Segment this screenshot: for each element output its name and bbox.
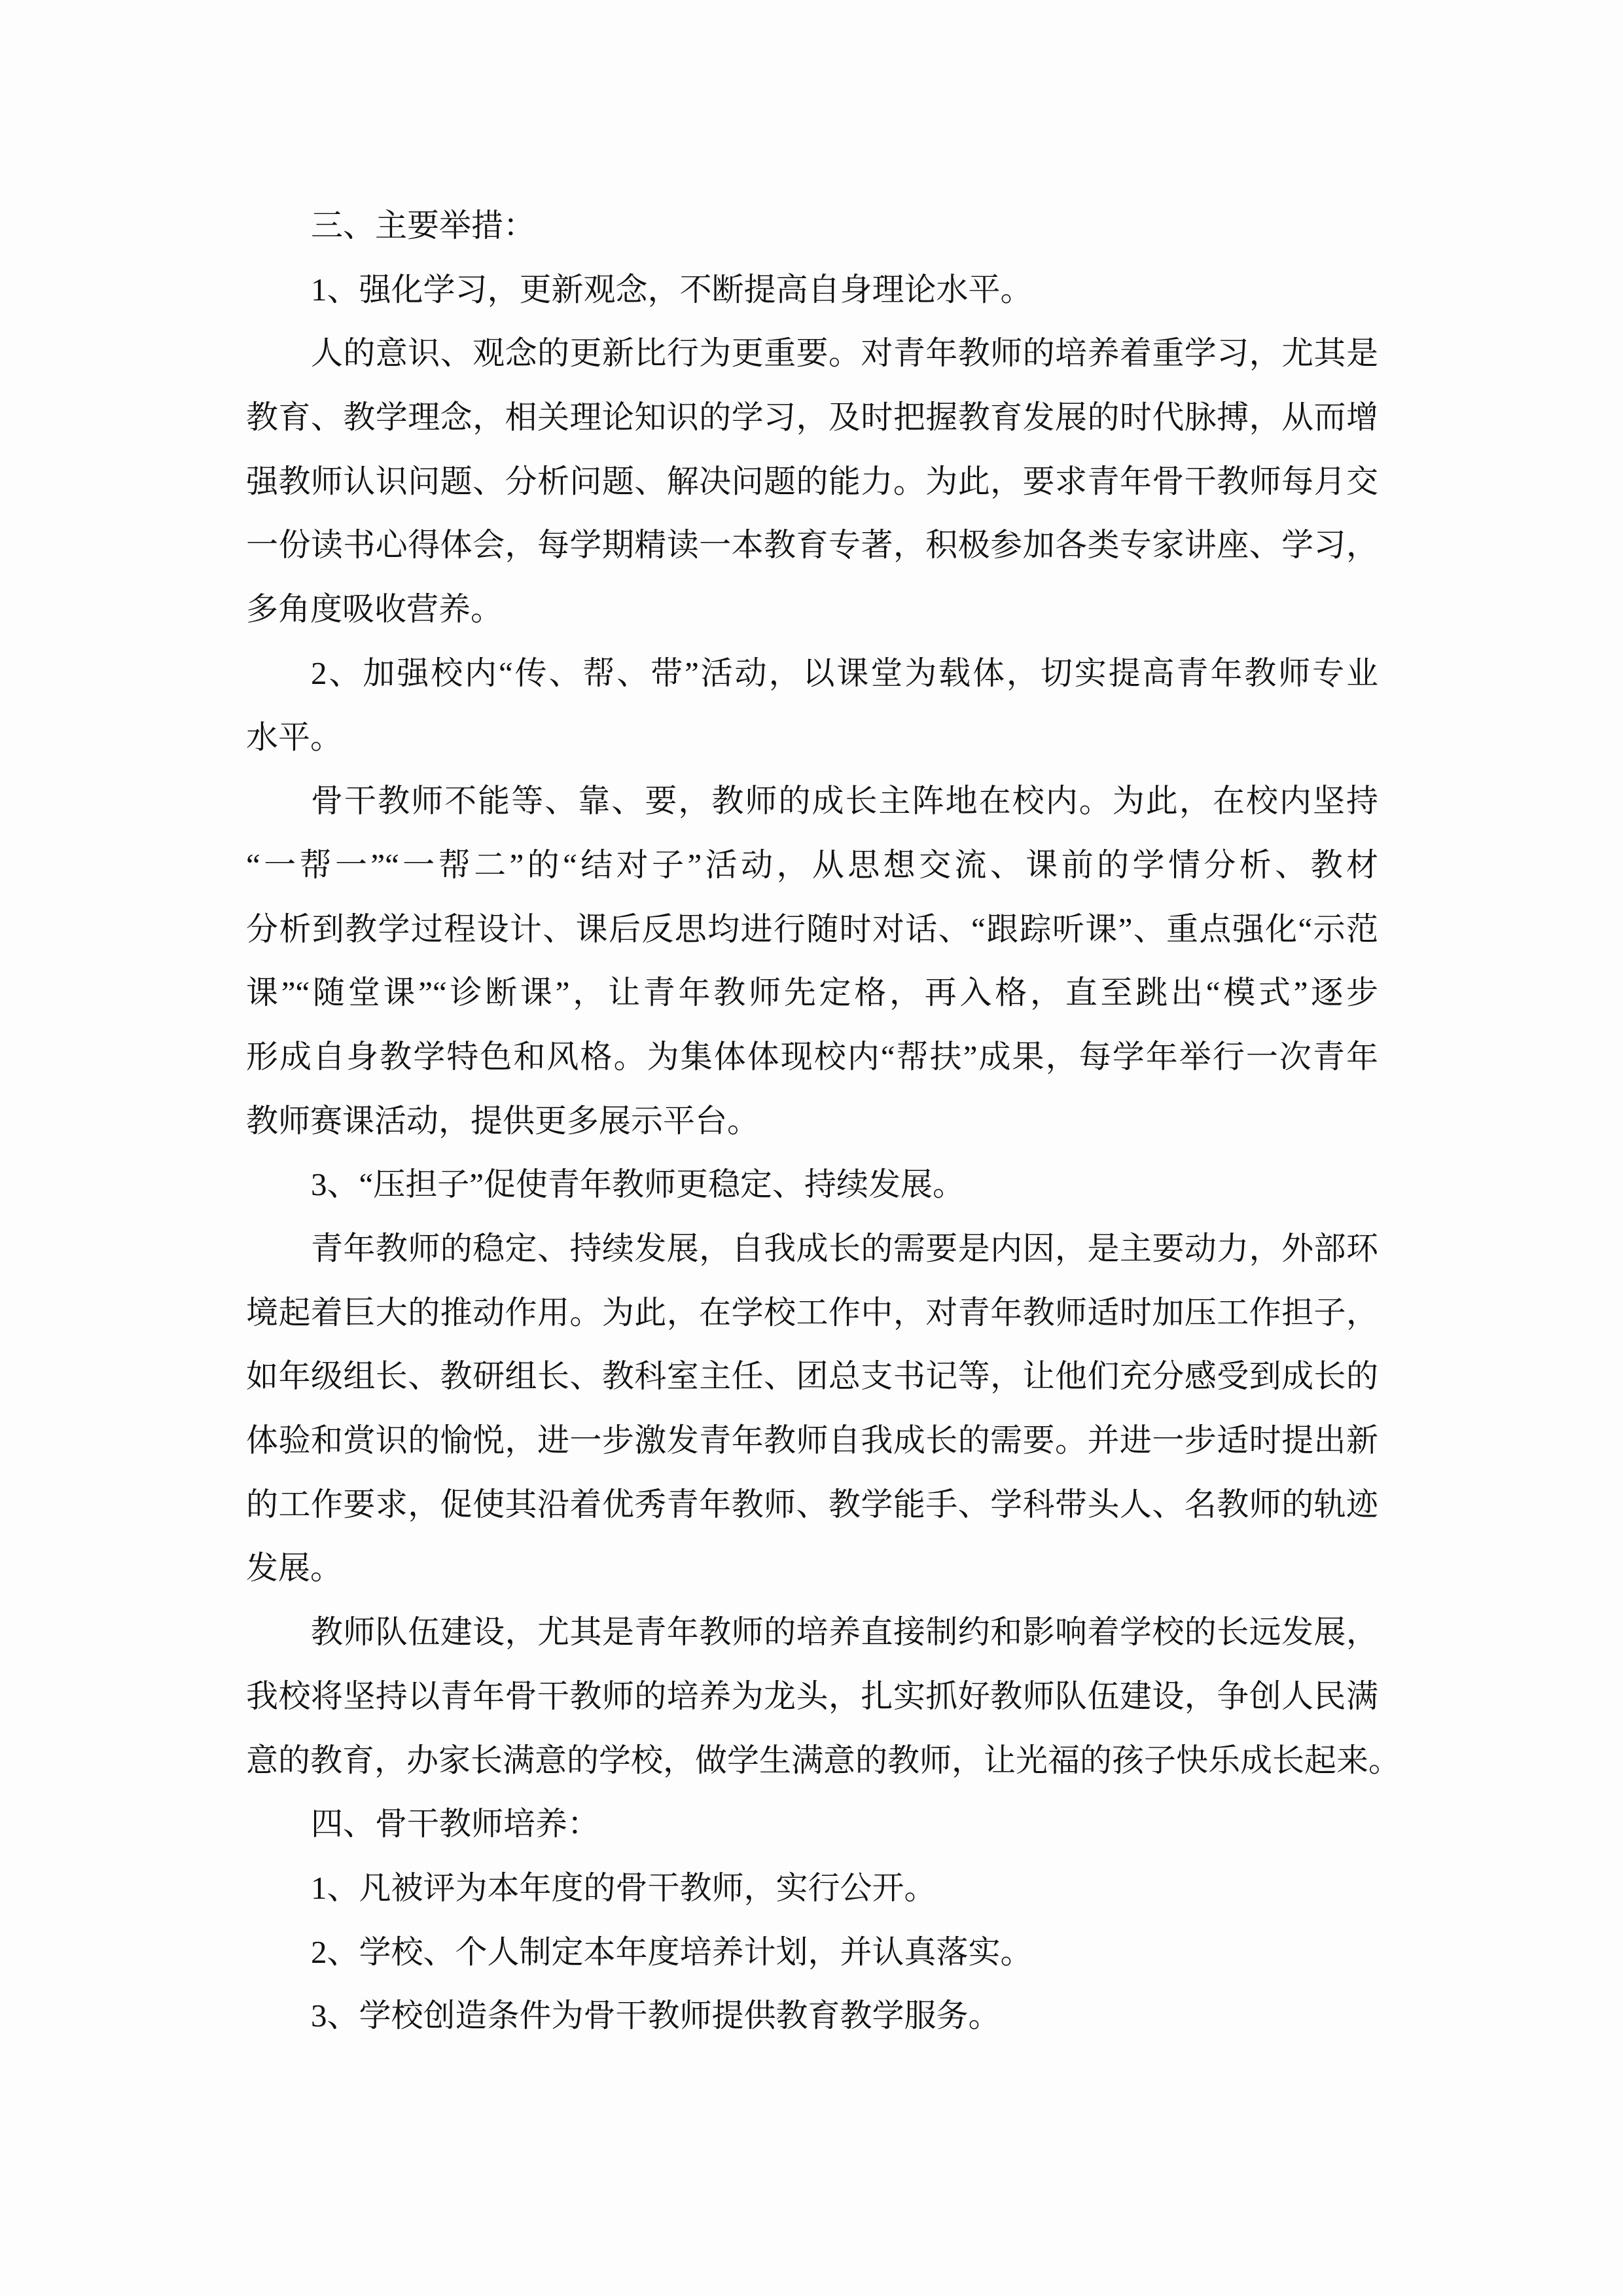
text-line: 多角度吸收营养。 — [246, 591, 503, 628]
text-line: 四、骨干教师培养： — [311, 1806, 600, 1842]
text-line: 分析到教学过程设计、课后反思均进行随时对话、“跟踪听课”、重点强化“示范 — [246, 910, 1378, 947]
text-line: 形成自身教学特色和风格。为集体体现校内“帮扶”成果，每学年举行一次青年 — [246, 1038, 1378, 1075]
text-line: 3、学校创造条件为骨干教师提供教育教学服务。 — [311, 1998, 1001, 2034]
text-line: 青年教师的稳定、持续发展，自我成长的需要是内因，是主要动力，外部环 — [311, 1230, 1378, 1266]
text-line: 教师队伍建设，尤其是青年教师的培养直接制约和影响着学校的长远发展， — [311, 1614, 1378, 1651]
measure-2-body — [246, 769, 1378, 1153]
text-line: “一帮一”“一帮二”的“结对子”活动，从思想交流、课前的学情分析、教材 — [246, 846, 1378, 883]
conclusion-paragraph — [246, 1600, 1401, 1792]
measure-2-title — [246, 641, 1378, 769]
text-line: 一份读书心得体会，每学期精读一本教育专著，积极参加各类专家讲座、学习， — [246, 527, 1378, 564]
text-line: 课”“随堂课”“诊断课”，让青年教师先定格，再入格，直至跳出“模式”逐步 — [246, 975, 1378, 1011]
text-line: 教育、教学理念，相关理论知识的学习，及时把握教育发展的时代脉搏，从而增 — [246, 399, 1378, 436]
section-heading-measures — [246, 194, 1378, 258]
text-line: 人的意识、观念的更新比行为更重要。对青年教师的培养着重学习，尤其是 — [311, 335, 1378, 372]
text-line: 1、凡被评为本年度的骨干教师，实行公开。 — [311, 1869, 936, 1906]
text-line: 意的教育，办家长满意的学校，做学生满意的教师，让光福的孩子快乐成长起来。 — [246, 1742, 1401, 1778]
text-line: 境起着巨大的推动作用。为此，在学校工作中，对青年教师适时加压工作担子， — [246, 1294, 1378, 1331]
measure-1-body — [246, 321, 1378, 641]
section-heading-training — [246, 1792, 1378, 1856]
text-line: 2、学校、个人制定本年度培养计划，并认真落实。 — [311, 1933, 1033, 1970]
text-line: 我校将坚持以青年骨干教师的培养为龙头，扎实抓好教师队伍建设，争创人民满 — [246, 1677, 1378, 1714]
text-line: 体验和赏识的愉悦，进一步激发青年教师自我成长的需要。并进一步适时提出新 — [246, 1422, 1378, 1459]
text-line: 如年级组长、教研组长、教科室主任、团总支书记等，让他们充分感受到成长的 — [246, 1358, 1378, 1395]
text-line: 教师赛课活动，提供更多展示平台。 — [246, 1102, 760, 1139]
text-line: 三、主要举措： — [311, 207, 536, 243]
training-item-3 — [246, 1984, 1378, 2048]
text-line: 强教师认识问题、分析问题、解决问题的能力。为此，要求青年骨干教师每月交 — [246, 463, 1378, 499]
text-line: 1、强化学习，更新观念，不断提高自身理论水平。 — [311, 271, 1033, 308]
text-line: 水平。 — [246, 719, 343, 755]
text-line: 2、加强校内“传、帮、带”活动，以课堂为载体，切实提高青年教师专业 — [311, 655, 1378, 691]
text-line: 3、“压担子”促使青年教师更稳定、持续发展。 — [311, 1166, 965, 1203]
text-line: 发展。 — [246, 1550, 343, 1587]
measure-1-title — [246, 258, 1378, 322]
document-page — [246, 194, 1401, 2048]
training-item-1 — [246, 1856, 1378, 1920]
measure-3-body — [246, 1217, 1378, 1600]
text-line: 骨干教师不能等、靠、要，教师的成长主阵地在校内。为此，在校内坚持 — [311, 783, 1378, 819]
measure-3-title — [246, 1153, 1378, 1217]
text-line: 的工作要求，促使其沿着优秀青年教师、教学能手、学科带头人、名教师的轨迹 — [246, 1486, 1378, 1522]
training-item-2 — [246, 1920, 1378, 1984]
